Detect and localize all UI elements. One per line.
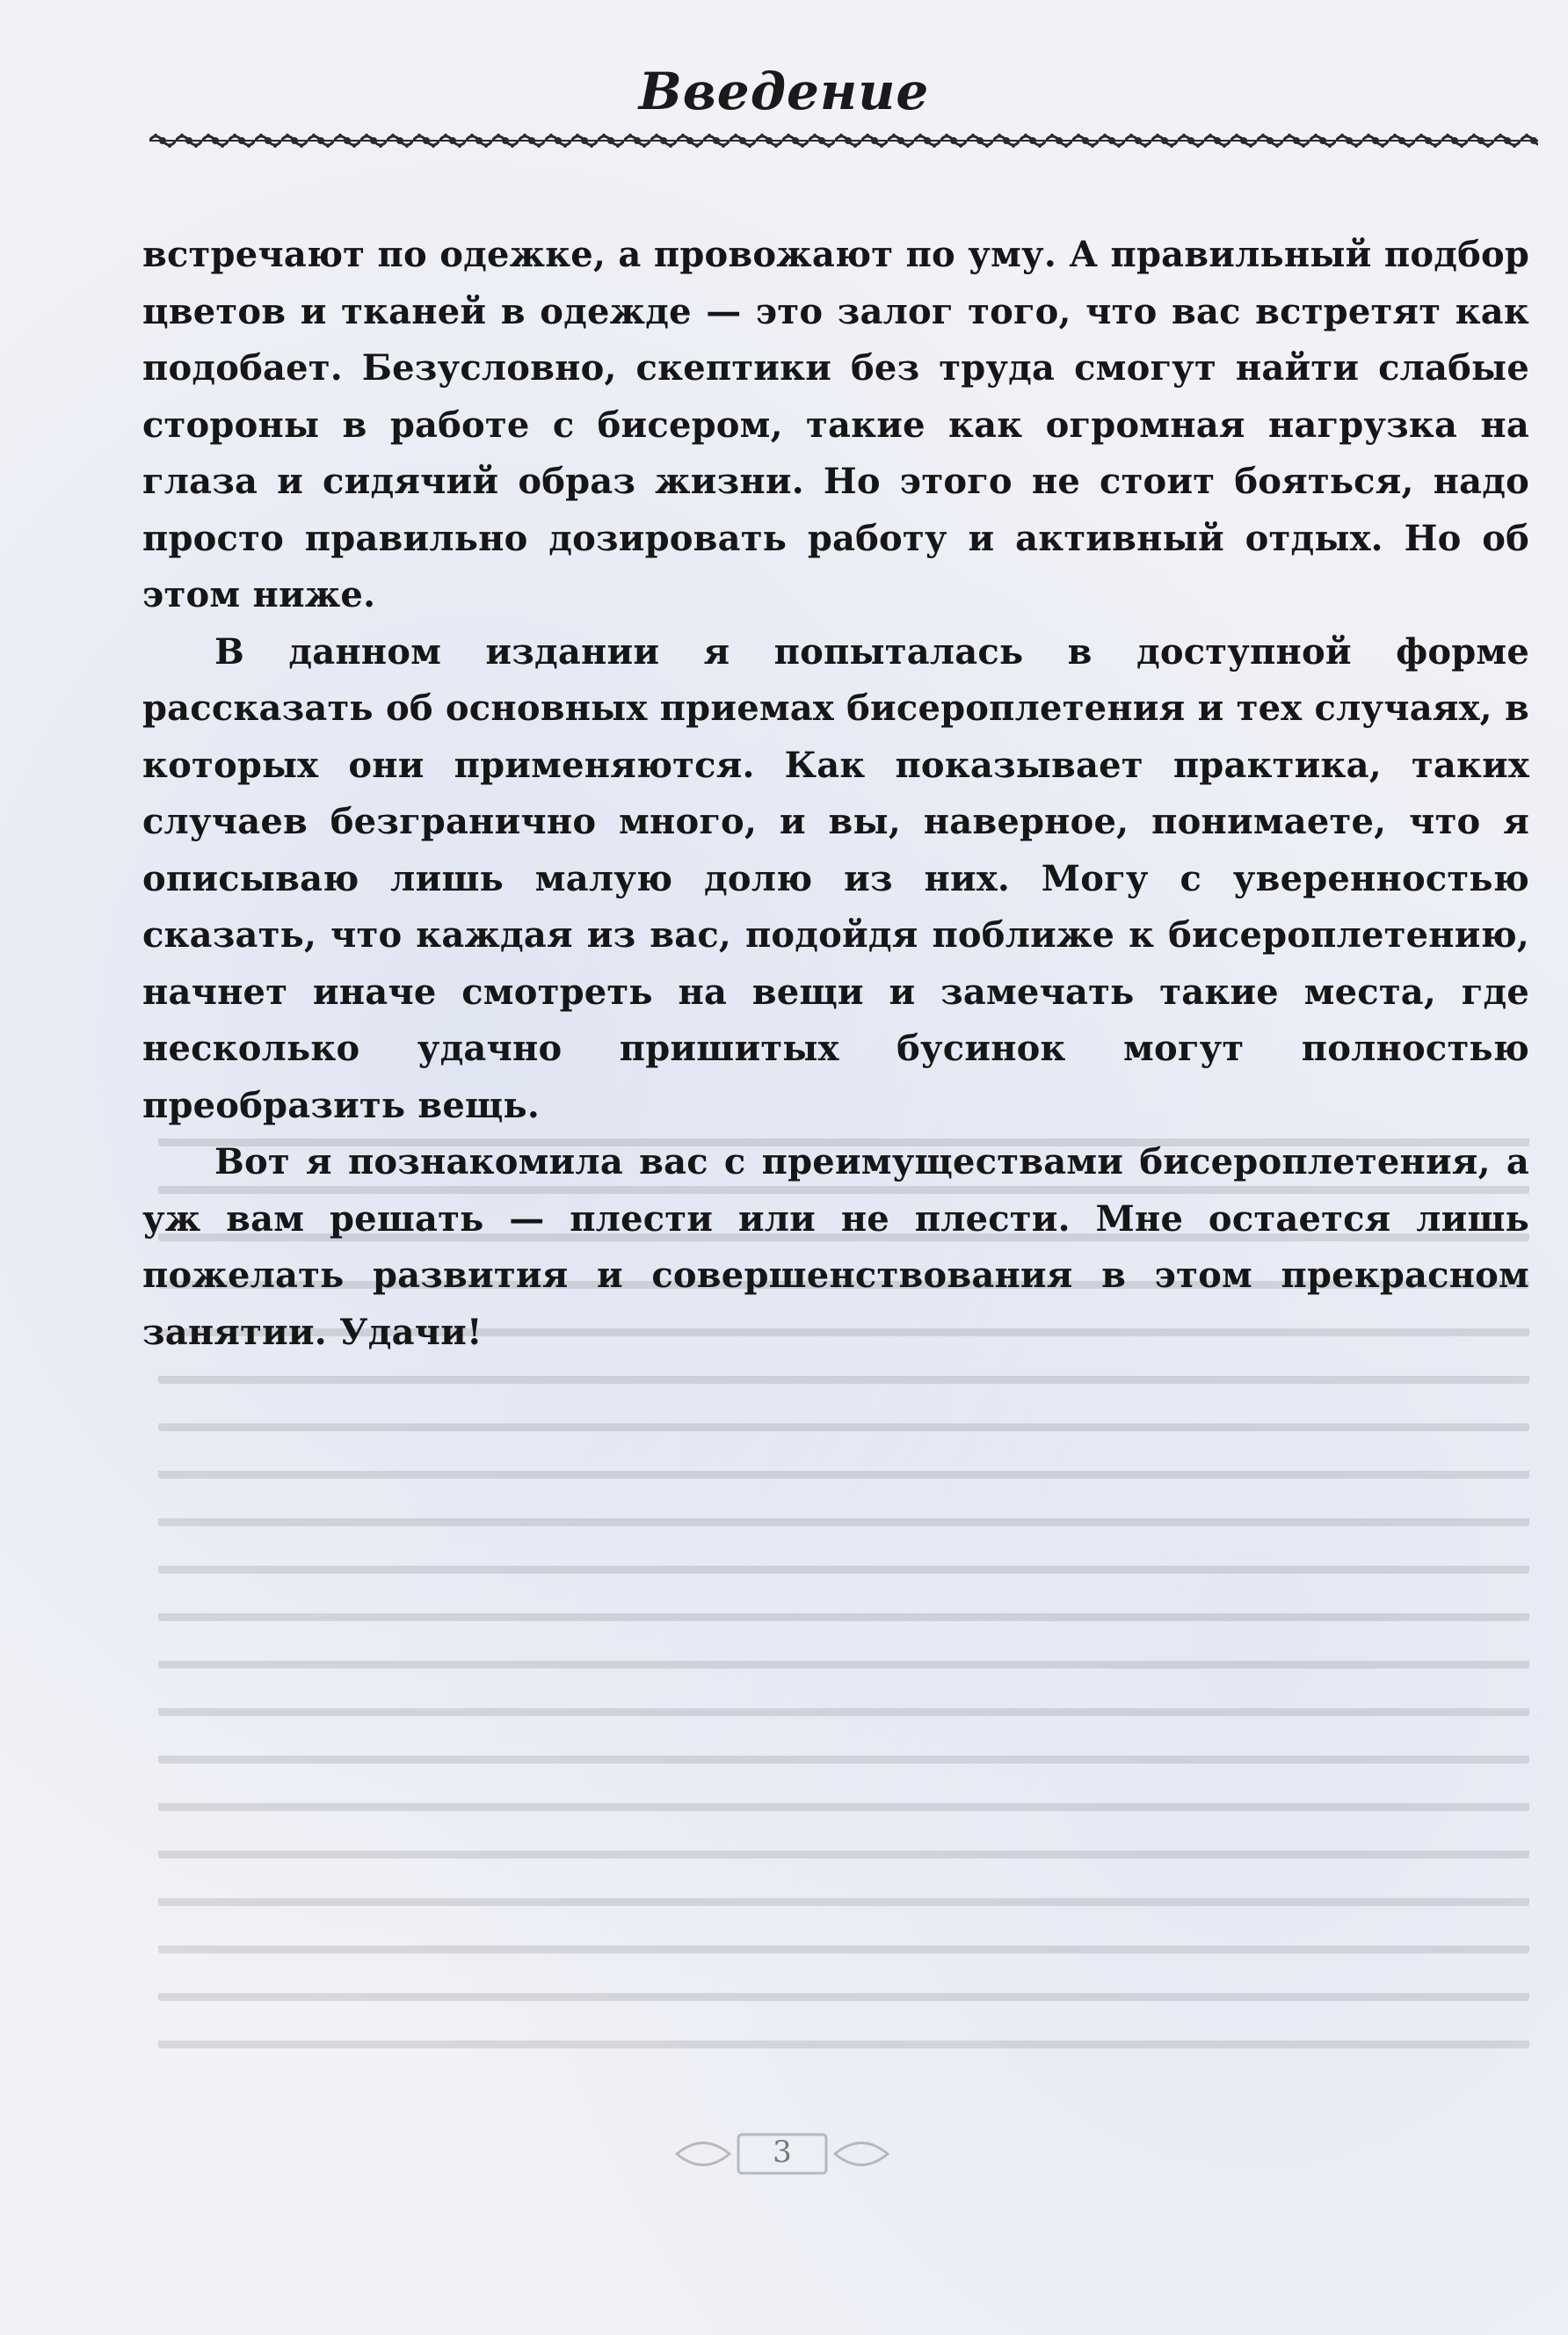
paragraph: Вот я познакомила вас с преимуществами бисероплетения, а уж вам решать — плести или не плести. Мне остается лишь пожелать развития и совершенствования в этом прекрасном занятии. Удачи! <box>142 1141 1529 1353</box>
ornament-divider <box>149 130 1538 151</box>
body-text <box>142 227 1529 1361</box>
paragraph: встречают по одежке, а провожают по уму. А правильный подбор цветов и тканей в одежде — это залог того, что вас встретят как подобает. Безусловно, скептики без труда смогут найти слабые стороны в работе с бисером, такие как огромная нагрузка на глаза и сидячий образ жизни. Но этого не стоит бояться, надо просто правильно дозировать работу и активный отдых. Но об этом ниже. <box>142 234 1529 615</box>
paragraph: В данном издании я попыталась в доступной форме рассказать об основных приемах бисероплетения и тех случаях, в которых они применяются. Как показывает практика, таких случаев безгранично много, и вы, наверное, понимаете, что я описываю лишь малую долю из них. Могу с уверенностью сказать, что каждая из вас, подойдя поближе к бисероплетению, начнет иначе смотреть на вещи и замечать такие места, где несколько удачно пришитых бусинок могут полностью преобразить вещь. <box>142 630 1529 1126</box>
page-number: 3 <box>773 2135 792 2170</box>
page-title: Введение <box>638 62 930 121</box>
